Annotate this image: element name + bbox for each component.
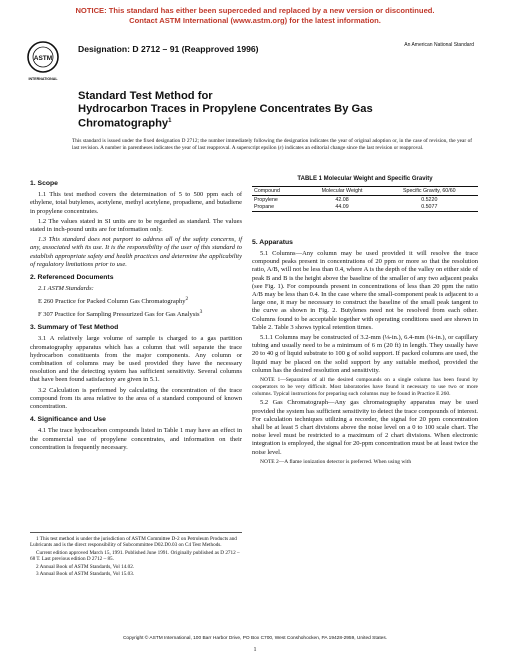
table-cell: 0.5220 <box>421 196 438 203</box>
paragraph-3-2: 3.2 Calculation is performed by calculating the concentration of the trace compound from its area relative to the area of a standard compound of known concentration. <box>30 386 242 410</box>
paragraph-1-2: 1.2 The values stated in SI units are to be regarded as standard. The values stated in inch-pound units are for information only. <box>30 217 242 234</box>
table-header-molecular-weight: Molecular Weight <box>303 187 380 196</box>
note-1: NOTE 1—Separation of all the desired compounds on a single column has been found by cooperators to be very difficult. Most laboratories have found it necessary to use two or more columns. Typical instructions for preparing such columns may be found in Practice E 260. <box>252 377 478 397</box>
table-header-specific-gravity: Specific Gravity, 60/60 <box>381 187 478 196</box>
table-row <box>252 204 478 212</box>
table-cell: 44.09 <box>303 204 380 212</box>
table-cell: Propylene <box>254 196 278 203</box>
footnote-3: 3 Annual Book of ASTM Standards, Vol 15.03. <box>36 571 135 578</box>
paragraph-5-2: 5.2 Gas Chromatograph—Any gas chromatography apparatus may be used provided the system has sufficient sensitivity to detect the trace compounds of interest. For calculation techniques utilizing a recorder, the signal for 20 ppm concentration shall be at least 5 chart divisions above the noise level on a 0 to 100 scale chart. The noise level must be restricted to a maximum of 2 chart divisions. When electronic integration is employed, the signal for 20-ppm concentration must be at least twice the noise level. <box>252 399 478 456</box>
section-2-heading: 2. Referenced Documents <box>30 274 114 282</box>
table-cell: 42.08 <box>335 196 349 203</box>
footnotes <box>30 532 242 578</box>
reference-e260: E 260 Practice for Packed Column Gas Chromatography$^2$ <box>38 296 189 306</box>
reference-f307: F 307 Practice for Sampling Pressurized Gas for Gas Analysis$^3$ <box>38 308 203 318</box>
left-column <box>30 175 242 454</box>
copyright-line: Copyright © ASTM International, 100 Barr Harbor Drive, PO Box C700, West Conshohocken, PA 19428-2959, United States. <box>122 636 388 641</box>
svg-text:INTERNATIONAL: INTERNATIONAL <box>28 77 58 81</box>
paragraph-2-1: 2.1 ASTM Standards: <box>38 285 94 293</box>
reference-list <box>30 295 242 319</box>
footnote-2: 2 Annual Book of ASTM Standards, Vol 14.02. <box>36 563 135 570</box>
title-line-3: Chromatography$^1$ <box>78 117 172 130</box>
title-line-1: Standard Test Method for <box>78 90 213 102</box>
note-2: NOTE 2—A flame ionization detector is preferred. When using with <box>260 458 412 465</box>
document-title <box>78 90 438 130</box>
paragraph-1-3: 1.3 This standard does not purport to address all of the safety concerns, if any, associated with its use. It is the responsibility of the user of this standard to establish appropriate safety and health practices and determine the applicability of regulatory limitations prior to use. <box>30 236 242 268</box>
table-cell: 0.5077 <box>381 204 478 212</box>
notice-line-1: NOTICE: This standard has either been superceded and replaced by a new version or discontinued. <box>75 6 435 15</box>
section-5-heading: 5. Apparatus <box>252 238 293 246</box>
title-line-2: Hydrocarbon Traces in Propylene Concentrates By Gas <box>78 102 373 115</box>
svg-text:ASTM: ASTM <box>33 55 53 62</box>
section-4-heading: 4. Significance and Use <box>30 416 106 424</box>
paragraph-4-1: 4.1 The trace hydrocarbon compounds listed in Table 1 may have an effect in the commercial use of propylene concentrates, and information on their concentration is frequently necessary. <box>30 427 242 451</box>
designation: Designation: D 2712 – 91 (Reapproved 1996) <box>78 44 259 54</box>
paragraph-1-1: 1.1 This test method covers the determination of 5 to 500 ppm each of ethylene, total butylenes, acetylene, methyl acetylene, propadiene, and butadiene in propylene concentrates. <box>30 191 242 215</box>
ansi-label: An American National Standard <box>404 42 474 48</box>
paragraph-5-1: 5.1 Columns—Any column may be used provided it will resolve the trace compound peaks present in concentrations of 20 ppm or more so that the resolution ratio, A/B, will not be less than 0.4, where A is the depth of the valley on either side of peak B and B is the height above the baseline of the smaller of any two adjacent peaks (see Fig. 1). For compounds present in concentrations of less than 20 ppm the ratio A/B may be less than 0.4. In the case where the small-component peak is adjacent to a large one, it may be necessary to construct the baseline of the small peak tangent to the curve as shown in Fig. 2. Butylenes need not be resolved from each other. Columns found to be acceptable together with operating conditions used are shown in Table 2. Table 3 shows typical retention times. <box>252 250 478 331</box>
page-number: 1 <box>253 647 257 653</box>
supersede-notice <box>0 6 510 25</box>
table-cell: Propane <box>252 204 303 212</box>
section-1-heading: 1. Scope <box>30 180 58 187</box>
astm-logo <box>26 40 60 84</box>
table-1 <box>252 186 478 212</box>
notice-line-2: Contact ASTM International (www.astm.org) for the latest information. <box>129 15 381 25</box>
paragraph-5-1-1: 5.1.1 Columns may be constructed of 3.2-mm (⅛-in.), 6.4-mm (¼-in.), or capillary tubing and usually need to be a minimum of 6 m (20 ft) in length. They usually have 20 to 40 g of liquid substrate to 100 g of solid support. If packed columns are used, the liquid may be placed on the solid support by any suitable method, provided the column has the desired resolution and sensitivity. <box>252 334 478 374</box>
paragraph-3-1: 3.1 A relatively large volume of sample is charged to a gas partition chromatography apparatus which has a column that will separate the trace hydrocarbon constituents from the major components. Any column or combination of columns may be used provided they have the necessary resolution and the detecting system has sufficient sensitivity. Several columns that have been found satisfactory are given in 5.1. <box>30 335 242 384</box>
table-row <box>252 196 478 204</box>
footnote-1-edition: Current edition approved March 15, 1991. Published June 1991. Originally published as D 2712 – 68 T. Last previous edition D 2712 – 85. <box>30 549 240 563</box>
title-footnote-mark: 1 <box>168 118 172 124</box>
right-column <box>252 175 478 468</box>
table-header-compound: Compound <box>252 187 303 196</box>
section-3-heading: 3. Summary of Test Method <box>30 324 119 332</box>
footnote-1: 1 This test method is under the jurisdiction of ASTM Committee D-2 on Petroleum Products and Lubricants and is the direct responsibility of Subcommittee D02.D0.03 on C4 Test Methods. <box>30 536 237 549</box>
table-header-row <box>252 187 478 196</box>
table-1-title: TABLE 1 Molecular Weight and Specific Gravity <box>297 176 433 182</box>
preamble: This standard is issued under the fixed designation D 2712; the number immediately following the designation indicates the year of original adoption or, in the case of revision, the year of last revision. A number in parentheses indicates the year of last reapproval. A superscript epsilon (ε) indicates an editorial change since the last revision or reapproval. <box>72 138 472 151</box>
